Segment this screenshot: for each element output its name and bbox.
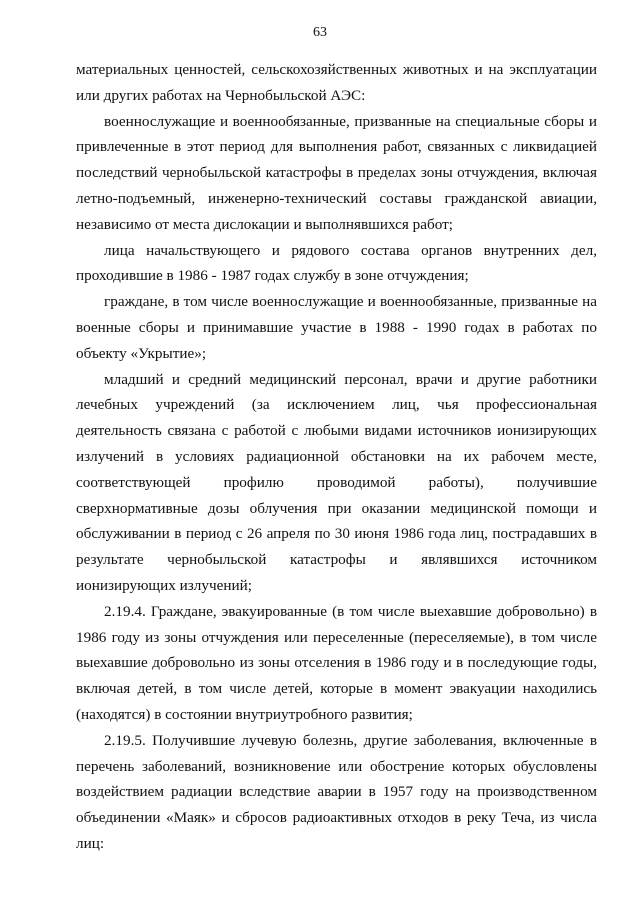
paragraph-2-19-5: 2.19.5. Получившие лучевую болезнь, другие заболевания, включенные в перечень заболеваний, возникновение или обострение которых обусловлены воздействием радиации вследствие аварии в 1957 году на производственном объединении «Маяк» и сбросов радиоактивных отходов в реку Теча, из числа лиц: — [76, 731, 597, 852]
paragraph-medical-staff: младший и средний медицинский персонал, врачи и другие работники лечебных учреждений (за исключением лиц, чья профессиональная деятельность связана с работой с любыми видами источников ионизирующих излучений в условиях радиационной обстановки на их рабочем месте, соответствующей профилю проводимой работы), получившие сверхнормативные дозы облучения при оказании медицинской помощи и обслуживании в период с 26 апреля по 30 июня 1986 года лиц, пострадавших в результате чернобыльской катастрофы и являвшихся источником ионизирующих излучений; — [76, 370, 597, 594]
document-body — [76, 57, 597, 857]
paragraph-ukrytie: граждане, в том числе военнослужащие и военнообязанные, призванные на военные сборы и принимавшие участие в 1988 - 1990 годах в работах по объекту «Укрытие»; — [76, 293, 597, 362]
page-number: 63 — [313, 25, 327, 40]
paragraph-servicemen: военнослужащие и военнообязанные, призванные на специальные сборы и привлеченные в этот период для выполнения работ, связанных с ликвидацией последствий чернобыльской катастрофы в пределах зоны отчуждения, включая летно-подъемный, инженерно-технический составы гражданской авиации, независимо от места дислокации и выполнявшихся работ; — [76, 112, 597, 233]
paragraph-internal-affairs: лица начальствующего и рядового состава органов внутренних дел, проходившие в 1986 - 1987 годах службу в зоне отчуждения; — [76, 241, 597, 285]
paragraph-continuation: материальных ценностей, сельскохозяйственных животных и на эксплуатации или других работах на Чернобыльской АЭС: — [76, 61, 597, 104]
paragraph-2-19-4: 2.19.4. Граждане, эвакуированные (в том числе выехавшие добровольно) в 1986 году из зоны отчуждения или переселенные (переселяемые), в том числе выехавшие добровольно из зоны отселения в 1986 году и в последующие годы, включая детей, в том числе детей, которые в момент эвакуации находились (находятся) в состоянии внутриутробного развития; — [76, 602, 597, 723]
